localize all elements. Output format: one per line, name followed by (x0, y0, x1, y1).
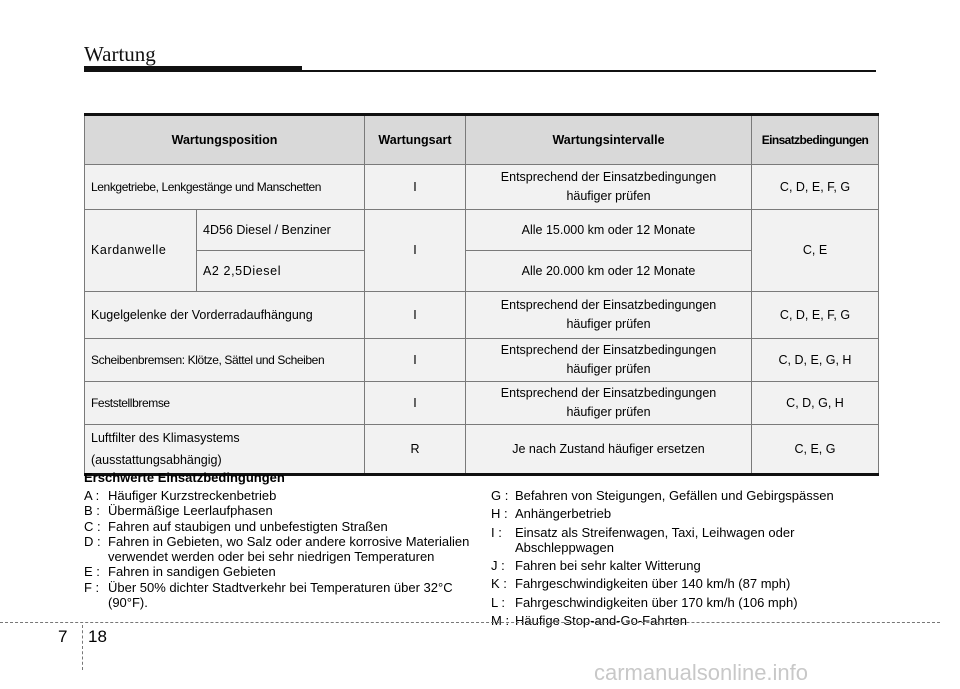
legend-text: Fahren auf staubigen und unbefestigten Straßen (108, 518, 388, 534)
interval-line-2: häufiger prüfen (566, 189, 651, 203)
legend-left-column (84, 488, 479, 610)
cell-position: Scheibenbremsen: Klötze, Sättel und Scheiben (85, 339, 365, 382)
cell-conditions: C, D, E, F, G (752, 165, 879, 210)
cell-interval: Alle 15.000 km oder 12 Monate (466, 210, 752, 251)
legend-key: H : (491, 506, 508, 522)
legend-text: Fahren in sandigen Gebieten (108, 564, 276, 580)
cell-position (85, 425, 365, 475)
cell-conditions: C, D, E, G, H (752, 339, 879, 382)
cell-art: R (365, 425, 466, 475)
legend-key: E : (84, 564, 100, 580)
list-item (491, 558, 876, 573)
legend-key: K : (491, 576, 507, 592)
legend-key: I : (491, 524, 502, 540)
cell-position: Kardanwelle (85, 210, 197, 292)
legend-key: B : (84, 503, 100, 519)
legend-text: Fahrgeschwindigkeiten über 170 km/h (106 mph) (515, 594, 798, 610)
footer-vertical-divider (82, 625, 83, 670)
header-wartungsposition: Wartungsposition (85, 115, 365, 165)
interval-line-1: Entsprechend der Einsatzbedingungen (500, 343, 717, 357)
cell-conditions: C, E, G (752, 425, 879, 475)
legend-text: Häufige Stop-and-Go-Fahrten (515, 613, 687, 629)
page-number: 18 (88, 627, 107, 646)
cell-conditions: C, D, E, F, G (752, 292, 879, 339)
watermark: carmanualsonline.info (594, 660, 809, 685)
table-row (85, 292, 879, 339)
header-wartungsintervalle: Wartungsintervalle (466, 115, 752, 165)
list-item (491, 595, 876, 610)
cell-art: I (365, 339, 466, 382)
footer-divider (0, 622, 940, 623)
page-title: Wartung (84, 42, 156, 66)
cell-position: Lenkgetriebe, Lenkgestänge und Manschetten (85, 165, 365, 210)
cell-art: I (365, 210, 466, 292)
cell-interval (466, 292, 752, 339)
cell-art: I (365, 292, 466, 339)
list-item (84, 519, 479, 534)
legend-key: L : (491, 594, 505, 610)
table-header-row (85, 115, 879, 165)
cell-subposition: A2 2,5Diesel (197, 251, 365, 292)
legend-text: Anhängerbetrieb (515, 506, 612, 522)
legend-text: Fahrgeschwindigkeiten über 140 km/h (87 mph) (515, 576, 791, 592)
legend-key: C : (84, 518, 101, 534)
list-item (84, 488, 479, 503)
legend-key: J : (491, 558, 505, 574)
cell-interval: Alle 20.000 km oder 12 Monate (466, 251, 752, 292)
list-item (491, 525, 876, 556)
list-item (491, 613, 876, 628)
legend-right-column (491, 488, 876, 631)
interval-line-1: Entsprechend der Einsatzbedingungen (500, 386, 717, 400)
position-line-2: (ausstattungsabhängig) (91, 453, 222, 467)
table-row (85, 210, 879, 251)
list-item (84, 580, 479, 611)
cell-art: I (365, 382, 466, 425)
cell-conditions: C, E (752, 210, 879, 292)
cell-conditions: C, D, G, H (752, 382, 879, 425)
legend-title: Erschwerte Einsatzbedingungen (84, 470, 285, 485)
legend-text: Befahren von Steigungen, Gefällen und Gebirgspässen (515, 488, 834, 503)
legend-key: A : (84, 488, 100, 503)
list-item (491, 576, 876, 591)
chapter-number: 7 (58, 627, 68, 646)
cell-position: Kugelgelenke der Vorderradaufhängung (85, 292, 365, 339)
table-row (85, 425, 879, 475)
cell-interval (466, 165, 752, 210)
legend-text: Einsatz als Streifenwagen, Taxi, Leihwagen oder Abschleppwagen (515, 524, 795, 555)
legend-text: Fahren bei sehr kalter Witterung (515, 558, 701, 574)
table-row (85, 382, 879, 425)
legend-key: M : (491, 613, 510, 629)
interval-line-2: häufiger prüfen (566, 405, 651, 419)
legend-key: D : (84, 533, 101, 549)
interval-line-2: häufiger prüfen (566, 317, 651, 331)
legend-text: Übermäßige Leerlaufphasen (108, 503, 273, 519)
header-rule-thin (302, 70, 876, 72)
legend-text: Fahren in Gebieten, wo Salz oder andere korrosive Materialien verwendet werden oder bei sehr niedrigen Temperaturen (108, 533, 470, 565)
interval-line-1: Entsprechend der Einsatzbedingungen (500, 298, 717, 312)
list-item (491, 506, 876, 521)
cell-position: Feststellbremse (85, 382, 365, 425)
maintenance-table (84, 113, 879, 476)
interval-line-2: häufiger prüfen (566, 362, 651, 376)
table-row (85, 165, 879, 210)
list-item (84, 564, 479, 579)
cell-interval (466, 339, 752, 382)
cell-interval (466, 382, 752, 425)
legend-key: F : (84, 579, 100, 595)
legend-text: Über 50% dichter Stadtverkehr bei Temperaturen über 32°C (90°F). (108, 579, 453, 611)
header-rule-thick (84, 66, 302, 72)
cell-subposition: 4D56 Diesel / Benziner (197, 210, 365, 251)
legend-key: G : (491, 488, 509, 503)
list-item (491, 488, 876, 503)
header-wartungsart: Wartungsart (365, 115, 466, 165)
table-row (85, 339, 879, 382)
interval-line-1: Entsprechend der Einsatzbedingungen (500, 170, 717, 184)
position-line-1: Luftfilter des Klimasystems (91, 431, 240, 445)
cell-art: I (365, 165, 466, 210)
list-item (84, 503, 479, 518)
header-einsatzbedingungen: Einsatzbedingungen (752, 115, 879, 165)
legend-text: Häufiger Kurzstreckenbetrieb (108, 488, 277, 503)
cell-interval: Je nach Zustand häufiger ersetzen (466, 425, 752, 475)
list-item (84, 534, 479, 565)
